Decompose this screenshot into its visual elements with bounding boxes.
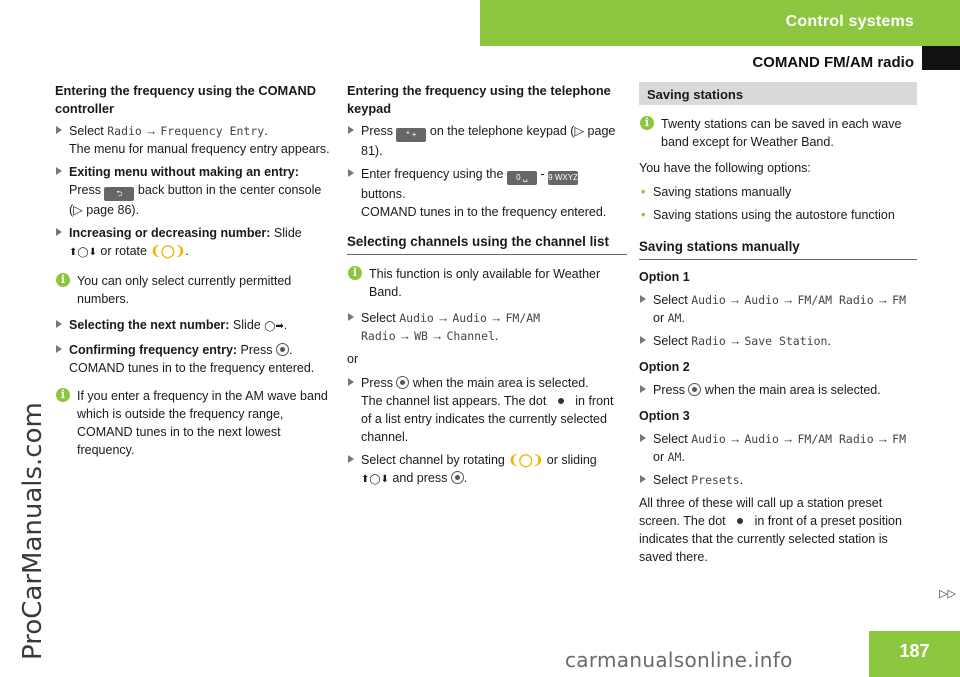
rotate-controller-icon: ❨◯❩ <box>508 453 544 467</box>
step-option1-save-station: Select Radio → Save Station. <box>639 332 917 350</box>
key-9-icon: 9 WXYZ <box>548 171 578 185</box>
press-controller-icon <box>276 343 289 356</box>
info-icon: i <box>640 116 654 130</box>
option-2-label: Option 2 <box>639 360 690 374</box>
section-header-bar <box>480 0 960 46</box>
step-increase-decrease: Increasing or decreasing number: Slide ⬆◯⬇ or rotate ❨◯❩. <box>55 224 335 262</box>
closing-paragraph: All three of these will call up a station preset screen. The dot in front of a preset position indicates that the currently selected station is saved there. <box>639 496 902 564</box>
footer-watermark: carmanualsonline.info <box>565 648 793 672</box>
or-text: or <box>347 352 359 366</box>
heading-saving-manually: Saving stations manually <box>639 238 917 260</box>
info-icon: i <box>348 266 362 280</box>
dot-indicator-icon <box>737 518 743 524</box>
heading-controller-entry: Entering the frequency using the COMAND controller <box>55 83 316 116</box>
info-note-weather-band: i This function is only available for Weather Band. <box>347 265 627 301</box>
column-1 <box>55 82 335 467</box>
step-option3-select-menu: Select Audio → Audio → FM/AM Radio → FM or AM. <box>639 430 917 466</box>
info-note-am-range: i If you enter a frequency in the AM wave band which is outside the frequency range, COMAND tunes in to the next lowest frequency. <box>55 387 335 459</box>
saving-stations-title: Saving stations <box>639 82 917 105</box>
heading-channel-list: Selecting channels using the channel list <box>347 233 627 255</box>
info-note-permitted-numbers: i You can only select currently permitted numbers. <box>55 272 335 308</box>
step-select-channel: Select channel by rotating ❨◯❩ or sliding ⬆◯⬇ and press . <box>347 451 627 489</box>
side-watermark: ProCarManuals.com <box>18 402 48 660</box>
slide-vertical-icon: ⬆◯⬇ <box>361 474 389 485</box>
step-option3-presets: Select Presets. <box>639 471 917 489</box>
heading-keypad-entry: Entering the frequency using the telephone keypad <box>347 83 611 116</box>
step-enter-frequency: Enter frequency using the 0 ␣ - 9 WXYZ buttons. COMAND tunes in to the frequency entered. <box>347 165 627 221</box>
step-exit-menu: Exiting menu without making an entry: Press ⮌ back button in the center console (▷ page 86). <box>55 163 335 219</box>
column-2 <box>347 82 627 494</box>
step-select-channel-menu: Select Audio → Audio → FM/AM Radio → WB → Channel. <box>347 309 627 345</box>
step-confirm-entry: Confirming frequency entry: Press . COMAND tunes in to the frequency entered. <box>55 341 335 377</box>
continue-arrow-icon: ▷▷ <box>939 588 956 600</box>
options-intro: You have the following options: <box>639 161 811 175</box>
back-button-icon: ⮌ <box>104 187 134 201</box>
option-bullet: • Saving stations using the autostore function <box>639 206 917 224</box>
step-select-frequency-entry: Select Radio → Frequency Entry. The menu for manual frequency entry appears. <box>55 122 335 158</box>
corner-marker <box>922 46 960 70</box>
step-press-star: Press * + on the telephone keypad (▷ page 81). <box>347 122 627 160</box>
rotate-controller-icon: ❨◯❩ <box>150 244 186 258</box>
info-note-twenty-stations: i Twenty stations can be saved in each wave band except for Weather Band. <box>639 115 917 151</box>
subsection-title: COMAND FM/AM radio <box>752 54 914 71</box>
page-number: 187 <box>869 631 960 677</box>
dot-indicator-icon <box>558 398 564 404</box>
info-icon: i <box>56 388 70 402</box>
option-bullet: • Saving stations manually <box>639 183 917 201</box>
press-controller-icon <box>688 383 701 396</box>
step-next-number: Selecting the next number: Slide ◯➡. <box>55 316 335 336</box>
column-3 <box>639 82 917 572</box>
key-0-icon: 0 ␣ <box>507 171 537 185</box>
option-1-label: Option 1 <box>639 270 690 284</box>
info-icon: i <box>56 273 70 287</box>
step-option1-select-menu: Select Audio → Audio → FM/AM Radio → FM or AM. <box>639 291 917 327</box>
slide-vertical-icon: ⬆◯⬇ <box>69 247 97 258</box>
step-press-main-area: Press when the main area is selected. The channel list appears. The dot in front of a list entry indicates the currently selected channel. <box>347 374 627 446</box>
press-controller-icon <box>451 471 464 484</box>
press-controller-icon <box>396 376 409 389</box>
star-plus-key-icon: * + <box>396 128 426 142</box>
slide-right-icon: ◯➡ <box>264 321 284 332</box>
option-3-label: Option 3 <box>639 409 690 423</box>
step-option2-press: Press when the main area is selected. <box>639 381 917 399</box>
section-title: Control systems <box>785 13 914 30</box>
